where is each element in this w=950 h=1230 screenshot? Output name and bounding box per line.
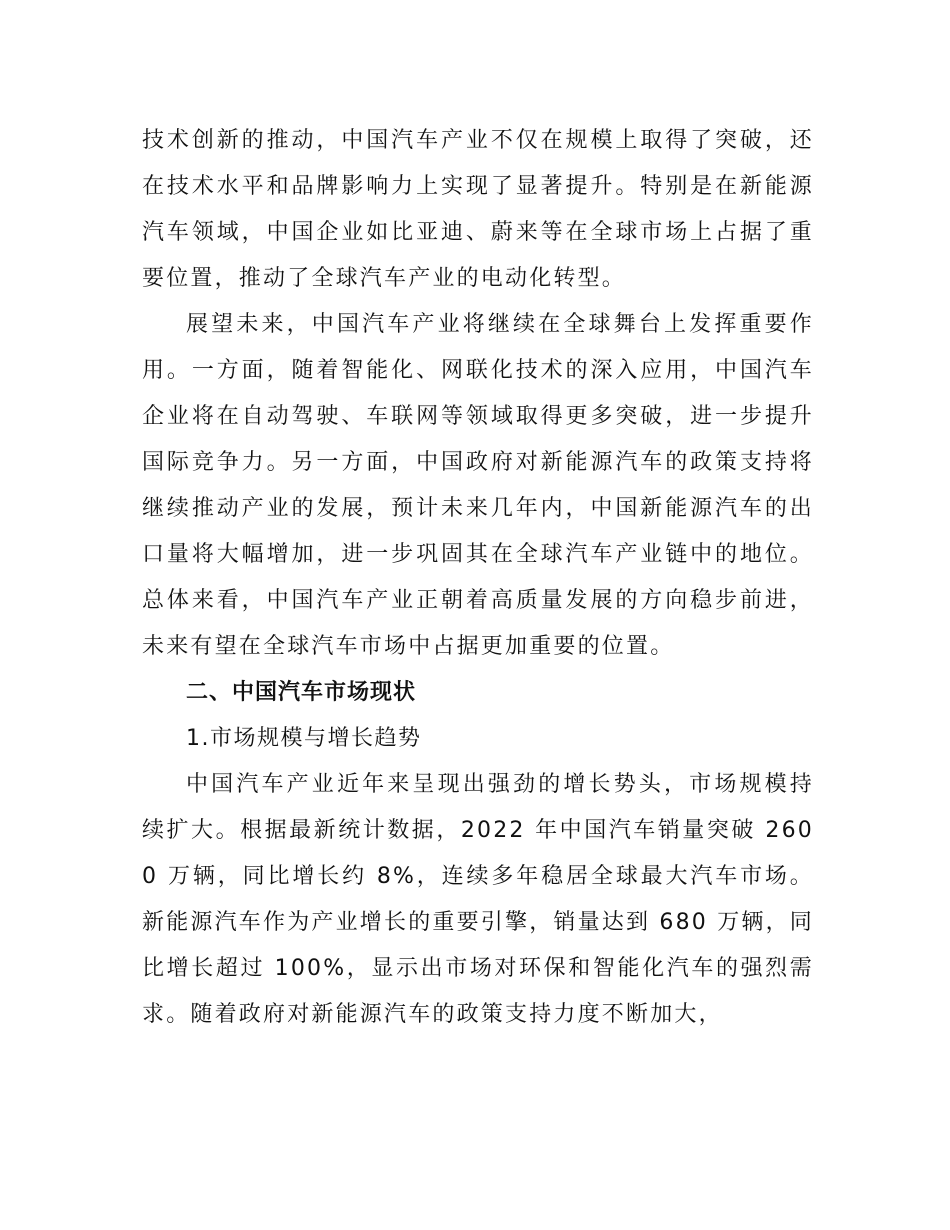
- subsection-heading: 1.市场规模与增长趋势: [186, 726, 422, 751]
- section-heading: 二、中国汽车市场现状: [186, 680, 417, 705]
- paragraph-outlook: 展望未来，中国汽车产业将继续在全球舞台上发挥重要作用。一方面，随着智能化、网联化技术的深入应用，中国汽车企业将在自动驾驶、车联网等领域取得更多突破，进一步提升国际竞争力。另一方面，中国政府对新能源汽车的政策支持将继续推动产业的发展，预计未来几年内，中国新能源汽车的出口量将大幅增加，进一步巩固其在全球汽车产业链中的地位。总体来看，中国汽车产业正朝着高质量发展的方向稳步前进，未来有望在全球汽车市场中占据更加重要的位置。: [142, 312, 814, 659]
- paragraph-continuation: 技术创新的推动，中国汽车产业不仅在规模上取得了突破，还在技术水平和品牌影响力上实现了显著提升。特别是在新能源汽车领域，中国企业如比亚迪、蔚来等在全球市场上占据了重要位置，推动了全球汽车产业的电动化转型。: [142, 128, 814, 291]
- document-body: [142, 118, 814, 1038]
- paragraph-market-scale: 中国汽车产业近年来呈现出强劲的增长势头，市场规模持续扩大。根据最新统计数据，2022 年中国汽车销量突破 2600 万辆，同比增长约 8%，连续多年稳居全球最大汽车市场。新能源汽车作为产业增长的重要引擎，销量达到 680 万辆，同比增长超过 100%，显示出市场对环保和智能化汽车的强烈需求。随着政府对新能源汽车的政策支持力度不断加大，: [142, 772, 814, 1027]
